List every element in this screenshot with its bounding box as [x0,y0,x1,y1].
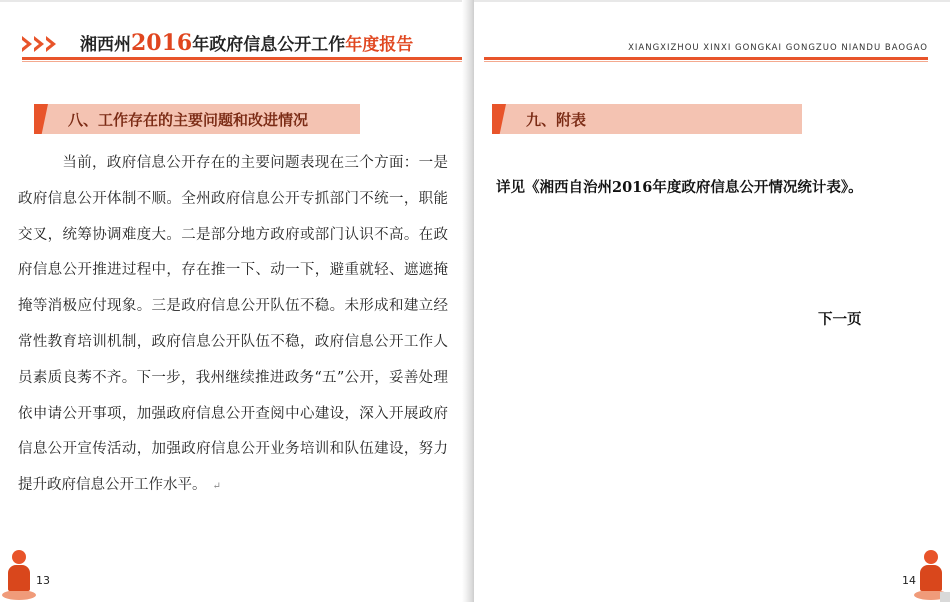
section-heading: 八、工作存在的主要问题和改进情况 [68,111,309,129]
page-edge [0,0,470,2]
page-number: 13 [36,574,50,587]
title-prefix: 湘西州 [80,35,131,55]
body-text: 当前，政府信息公开存在的主要问题表现在三个方面：一是政府信息公开体制不顺。全州政府信息公开专抓部门不统一，职能交叉，统筹协调难度大。二是部分地方政府或部门认识不高。在政府信息公开推进过程中，存在推一下、动一下，避重就轻、遮遮掩掩等消极应付现象。三是政府信息公开队伍不稳。未形成和建立经常性教育培训机制，政府信息公开队伍不稳，政府信息公开工作人员素质良莠不齐。下一步，我州继续推进政务“五”公开，妥善处理依申请公开事项，加强政府信息公开查阅中心建设，深入开展政府信息公开宣传活动，加强政府信息公开业务培训和队伍建设，努力提升政府信息公开工作水平。 [18,155,448,494]
chevron-right-icon [34,36,44,52]
person-figure-icon [2,546,36,602]
header-rule [22,57,466,60]
scrollbar-corner [940,592,950,602]
body-paragraph [18,146,448,505]
page-edge [474,0,950,2]
chevron-right-icon [22,36,32,52]
title-mid: 年政府信息公开工作 [192,35,346,55]
right-page [474,0,950,602]
section-banner [34,104,360,134]
banner-tab [34,104,48,134]
banner-tab [492,104,506,134]
title-year: 2016 [131,30,193,56]
section-banner [492,104,802,134]
see-table-note: 详见《湘西自治州2016年度政府信息公开情况统计表》。 [496,179,863,196]
page-number: 14 [902,574,916,587]
chevron-right-icon [46,36,56,52]
header-rule-thin [484,61,928,62]
section-heading: 九、附表 [526,111,587,129]
paragraph-mark: ↵ [212,481,221,493]
header-rule [484,57,928,60]
header-pinyin: XIANGXIZHOU XINXI GONGKAI GONGZUO NIANDU BAOGAO [628,43,928,53]
title-highlight: 年度报告 [345,35,414,55]
report-title [80,30,413,56]
left-page [0,0,470,602]
next-page-link[interactable]: 下一页 [818,311,862,328]
header-chevrons [22,36,58,52]
header-rule-thin [22,61,466,62]
